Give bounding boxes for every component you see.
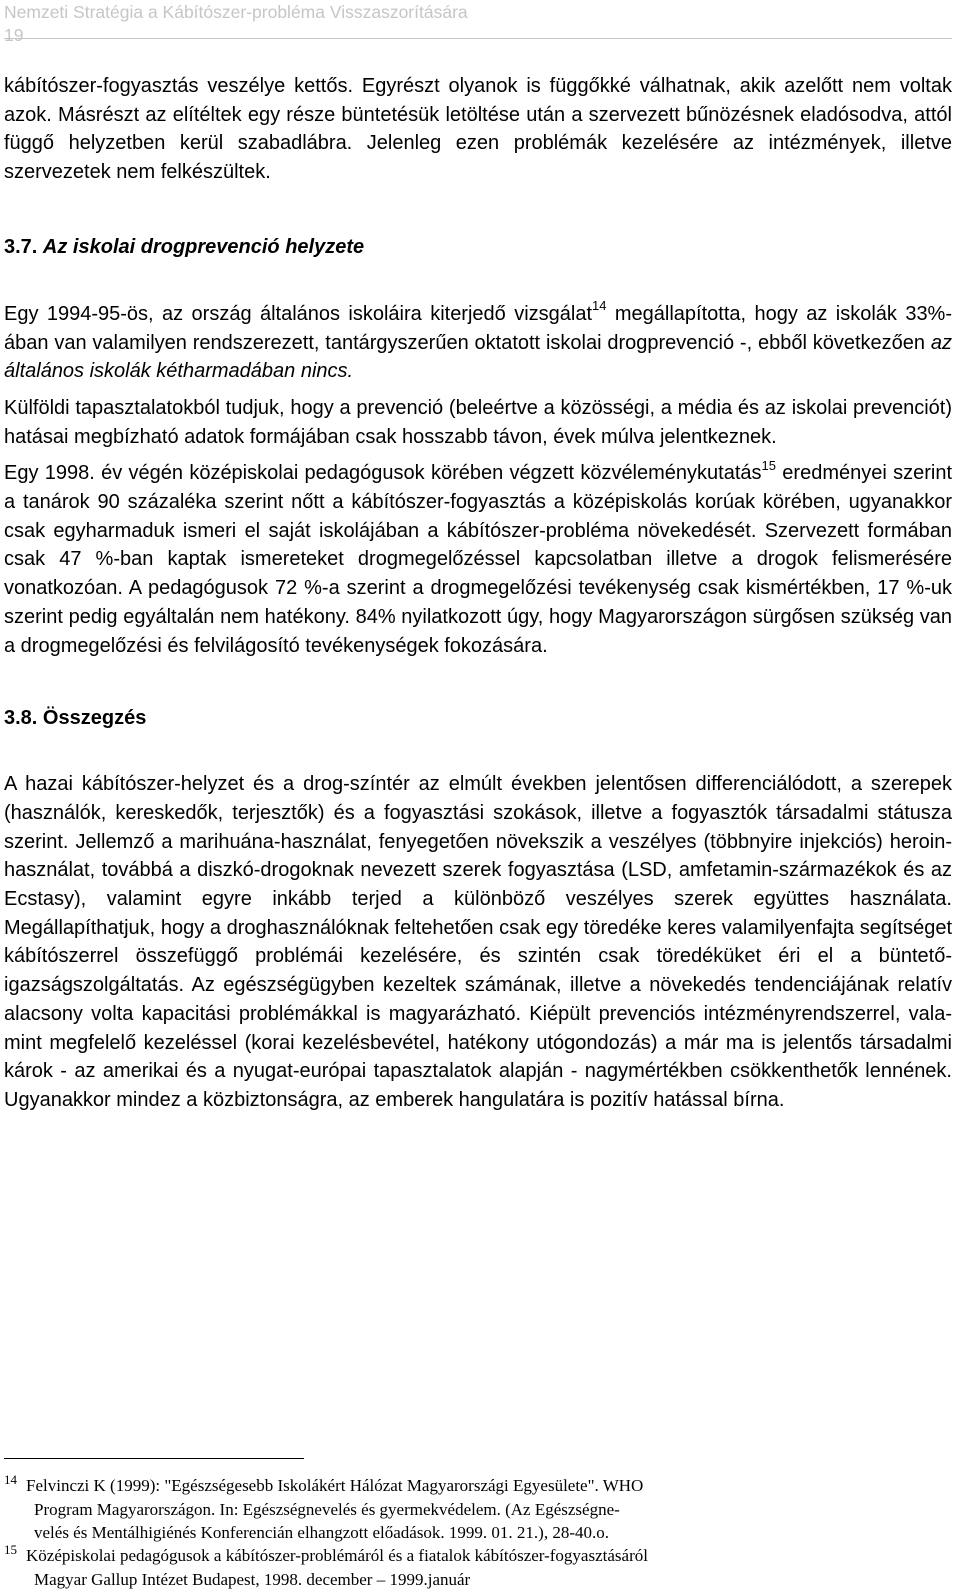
paragraph-text: megállapította, hogy az iskolák 33%-ában van valamilyen rendszerezett, tantárgyszerűen oktatott iskolai drogprevenció -, ebből következően xyxy=(4,302,953,354)
paragraph-teacher-poll xyxy=(4,459,952,660)
footnote-text: velés és Mentálhigiénés Konferencián elhangzott előadások. 1999. 01. 21.), 28-40.o. xyxy=(34,1523,610,1542)
paragraph-foreign-experience: Külföldi tapasztalatokból tudjuk, hogy a prevenció (beleértve a közösségi, a média és az iskolai prevenciót) hatásai megbízható adatok formájában csak hosszabb távon, évek múlva jelentkeznek. xyxy=(4,396,952,448)
footnote-text: Program Magyarországon. In: Egészségnevelés és gyermekvédelem. (Az Egészségne- xyxy=(34,1500,620,1519)
page-number: 19 xyxy=(4,25,24,45)
footnote-15 xyxy=(4,1544,952,1591)
section-heading-3-8 xyxy=(4,704,952,732)
section-number: 3.7. xyxy=(4,235,38,258)
page-header xyxy=(4,0,952,46)
section-number: 3.8. xyxy=(4,707,38,730)
document-body xyxy=(4,72,952,1115)
footnote-ref-15[interactable]: 15 xyxy=(761,457,776,473)
intro-paragraph: kábítószer-fogyasztás veszélye kettős. Egyrészt olyanok is függőkké válhatnak, akik azelőtt nem voltak azok. Másrészt az elítéltek egy része büntetésük letöltése után a szervezett bűnözésnek eladósodva, attól függő helyzetben kerül szabadlábra. Jelenleg ezen problémák kezelésére az intézmények, illetve szervezetek nem felkészültek. xyxy=(4,75,952,184)
emphasized-text: az általános iskolák kétharmadában nincs. xyxy=(4,331,952,383)
section-title: Az iskolai drogprevenció helyzete xyxy=(42,235,365,258)
footnote-text: Magyar Gallup Intézet Budapest, 1998. december – 1999.január xyxy=(34,1570,471,1589)
paragraph-text: Egy 1994-95-ös, az ország általános iskoláira kiterjedő vizsgálat xyxy=(4,302,593,325)
footnote-ref-14[interactable]: 14 xyxy=(592,298,607,314)
footnotes xyxy=(4,1474,952,1591)
footnote-text: Középiskolai pedagógusok a kábítószer-problémáról és a fiatalok kábítószer-fogyasztásáról xyxy=(26,1546,648,1565)
section-title: Összegzés xyxy=(42,707,147,730)
footnote-number: 15 xyxy=(4,1542,17,1557)
paragraph-school-survey xyxy=(4,300,952,386)
header-title: Nemzeti Stratégia a Kábítószer-probléma Visszaszorítására xyxy=(4,2,468,22)
paragraph-summary: A hazai kábítószer-helyzet és a drog-színtér az elmúlt években jelentősen differenciálódott, a szerepek (használók, kereskedők, terjesztők) és a fogyasztási szokások, illetve a fogyasztók társadalmi státusza szerint. Jellemző a marihuána-használat, fenyegetően növekszik a veszélyes (többnyire injekciós) heroin-használat, továbbá a diszkó-drogoknak nevezett szerek fogyasztása (LSD, amfetamin-származékok és az Ecstasy), valamint egyre inkább terjed a különböző veszélyes szerek együttes használata. Megállapíthatjuk, hogy a droghasználóknak feltehetően csak egy töredéke keres valamilyenfajta segítséget kábítószerrel összefüggő problémái kezelésére, és szintén csak töredéküket éri el a büntető-igazságszolgáltatás. Az egészségügyben kezeltek számának, illetve a növekedés tendenciájának relatív alacsony volta kapacitási problémákkal is magyarázható. Kiépült prevenciós intézményrendszerrel, valamint megfelelő kezeléssel (korai kezelésbevétel, hatékony utógondozás) a már ma is jelentős társadalmi károk - az amerikai és a nyugat-európai tapasztalatok alapján - nagymértékben csökkenthetők lennének. Ugyanakkor mindez a közbiztonságra, az emberek hangulatára is pozitív hatással bírna. xyxy=(4,773,952,1111)
paragraph-text: eredményei szerint a tanárok 90 százaléka szerint nőtt a kábítószer-fogyasztás a középiskolás korúak körében, ugyanakkor csak egyharmaduk ismeri el saját iskolájában a kábítószer-probléma növekedését. Szervezett formában csak 47 %-ban kaptak ismereteket drogmegelőzéssel kapcsolatban illetve a drogok felismerésére vonatkozóan. A pedagógusok 72 %-a szerint a drogmegelőzési tevékenység csak kismértékben, 17 %-uk szerint pedig egyáltalán nem hatékony. 84% nyilatkozott úgy, hogy Magyarországon sürgősen szükség van a drogmegelőzési és felvilágosító tevékenységek fokozására. xyxy=(4,462,953,657)
header-divider xyxy=(4,38,952,39)
footnote-14 xyxy=(4,1474,952,1544)
paragraph-text: Egy 1998. év végén középiskolai pedagógusok körében végzett közvéleménykutatás xyxy=(4,462,762,485)
footnote-text: Felvinczi K (1999): "Egészségesebb Iskolákért Hálózat Magyarországi Egyesülete". WHO xyxy=(26,1476,644,1495)
footnote-divider xyxy=(4,1458,304,1459)
section-heading-3-7 xyxy=(4,233,952,261)
footnote-number: 14 xyxy=(4,1472,17,1487)
